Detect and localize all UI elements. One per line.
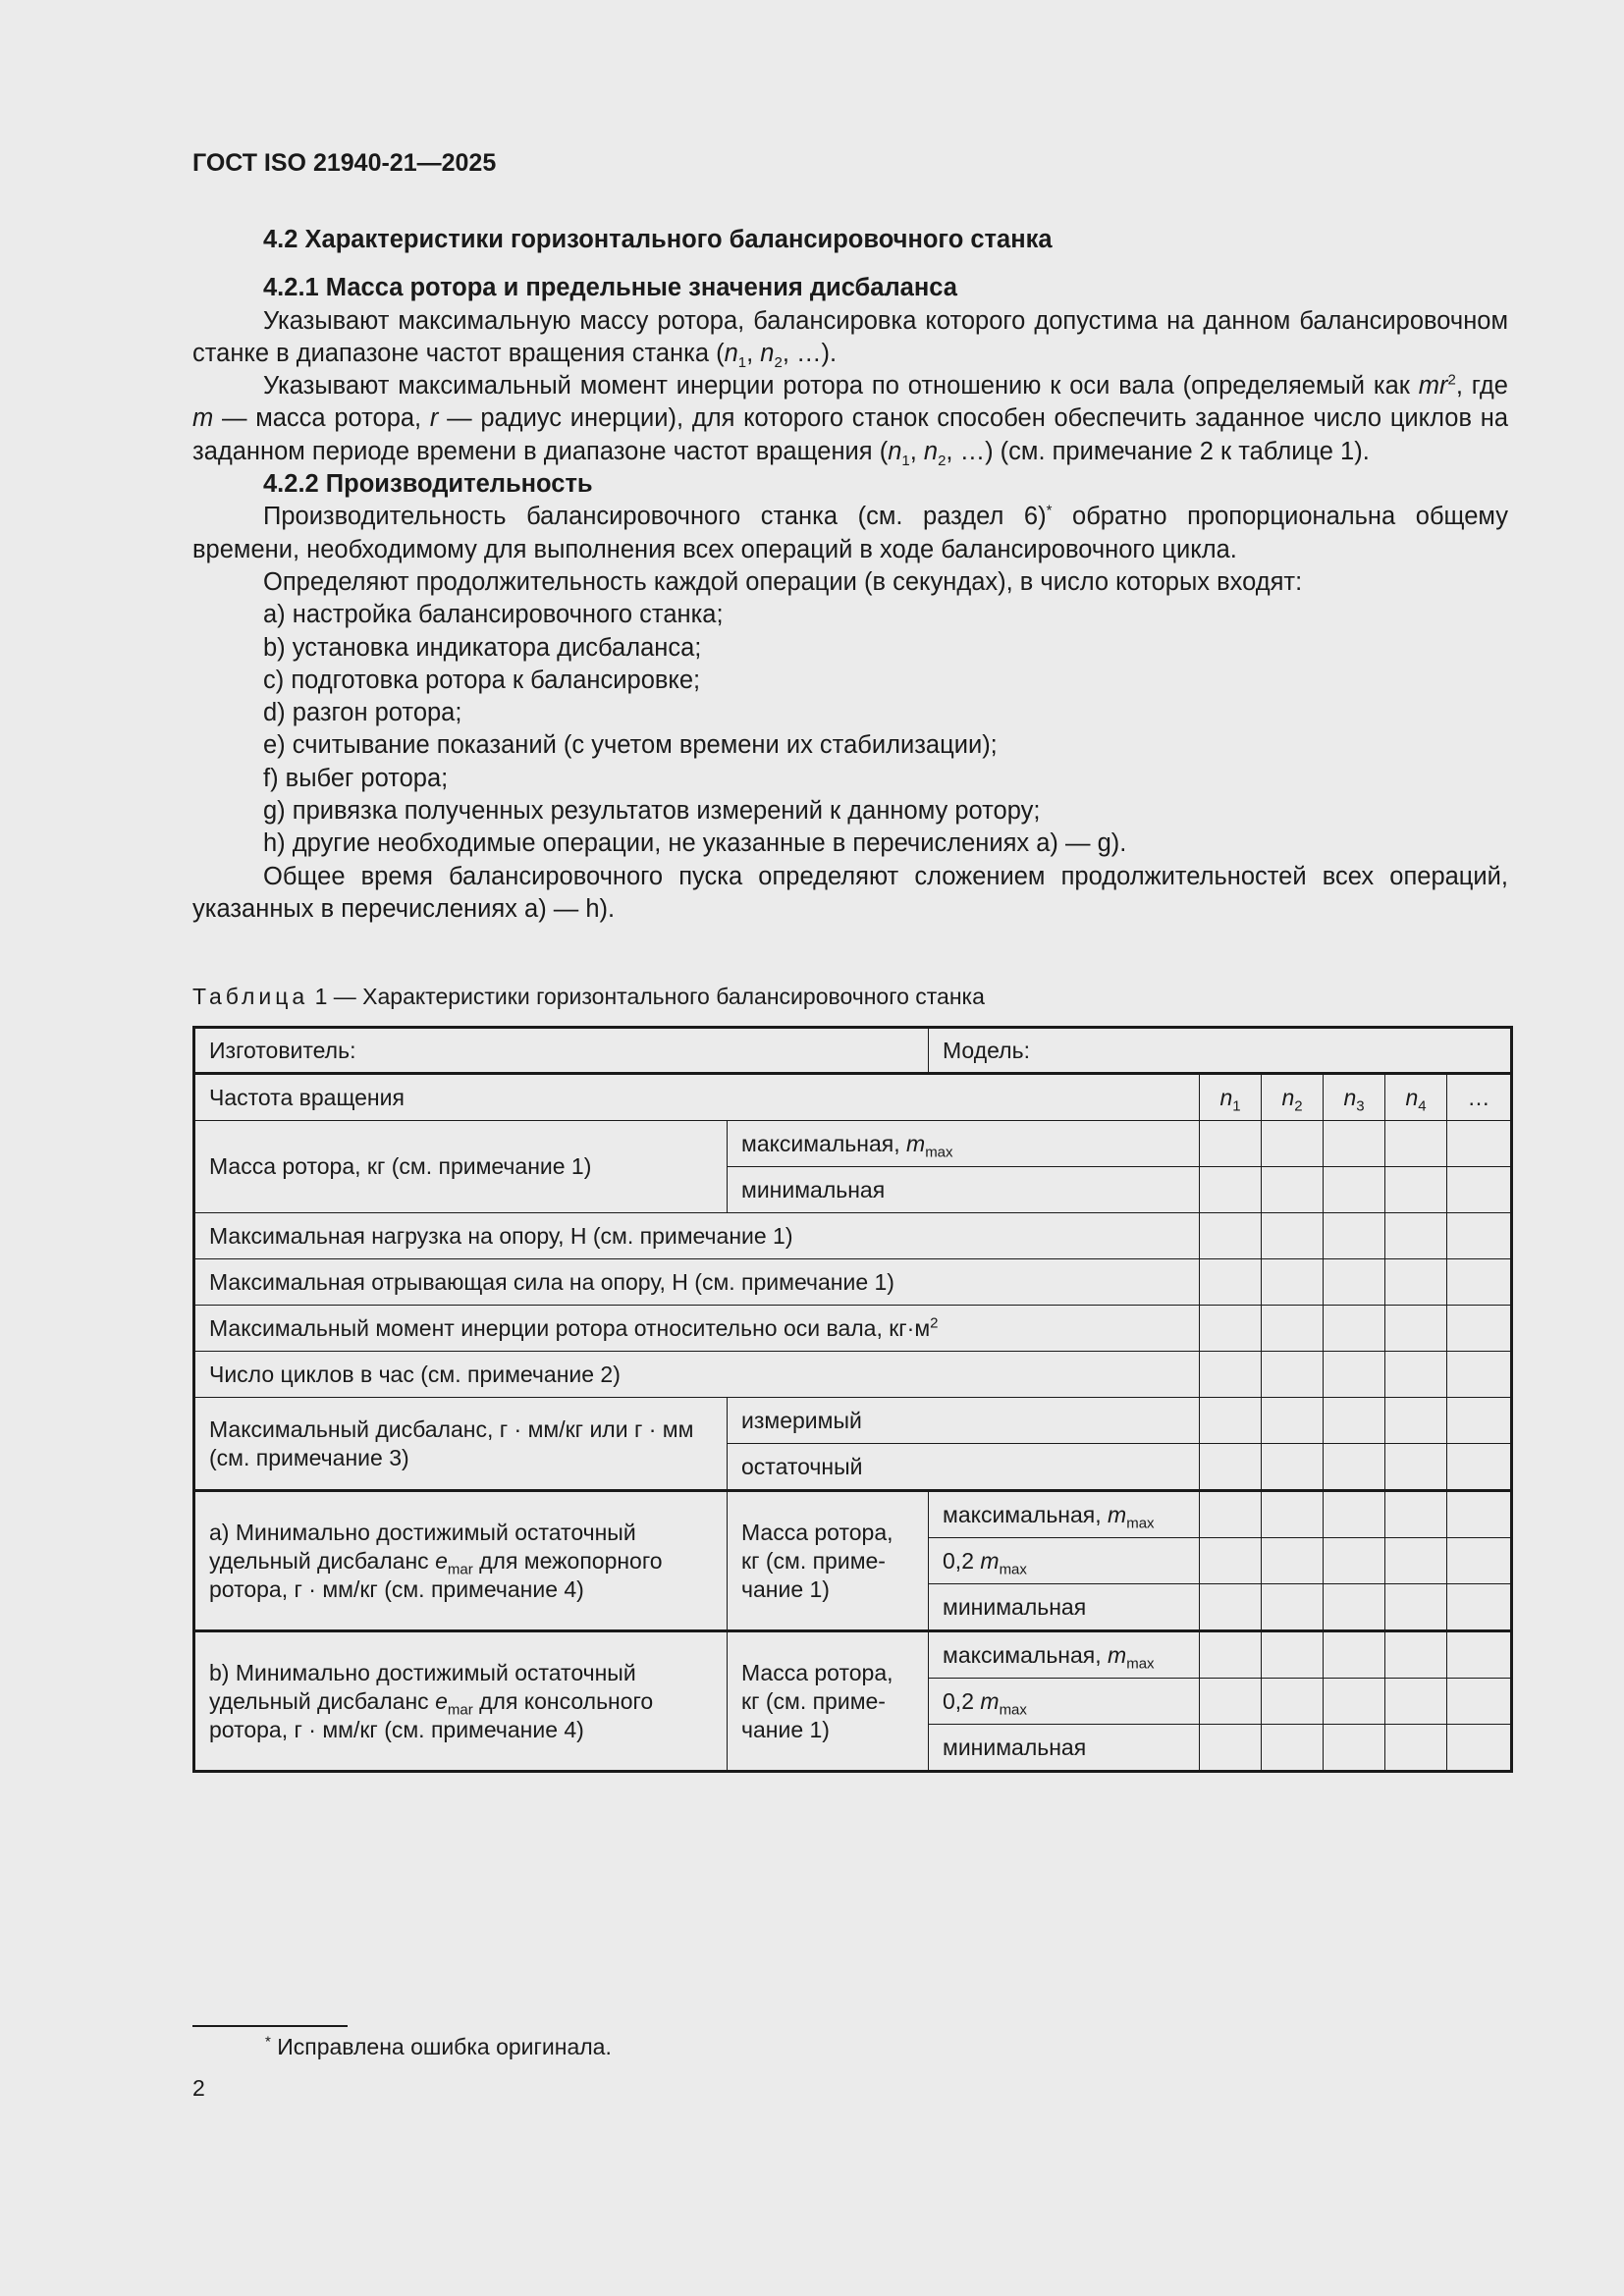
footnote: * Исправлена ошибка оригинала. — [265, 2033, 612, 2059]
tearoff-force-label: Максимальная отрывающая сила на опору, Н (см. примечание 1) — [194, 1259, 1200, 1306]
value-cell — [1447, 1213, 1512, 1259]
value-cell — [1324, 1444, 1385, 1491]
value-cell — [1324, 1631, 1385, 1679]
standard-header: ГОСТ ISO 21940-21—2025 — [192, 149, 497, 177]
rotor-mass-ref-b: Масса ротора, кг (см. примечание 1) — [728, 1631, 929, 1772]
paragraph-max-inertia: Указывают максимальный момент инерции ротора по отношению к оси вала (определяемый как $mr^2$, где m — масса ротора, r — радиус инерции), для которого станок способен обеспечить заданное число циклов на заданном периоде времени в диапазоне частот вращения ($n_1$, $n_2$, …) (см. примечание 2 к таблице 1). — [192, 371, 1509, 469]
list-item: a) настройка балансировочного станка; — [263, 601, 724, 629]
value-cell — [1385, 1679, 1447, 1725]
min-mass-label: минимальная — [929, 1725, 1200, 1772]
residual-label: остаточный — [728, 1444, 1200, 1491]
min-mass-label: минимальная — [929, 1584, 1200, 1631]
value-cell — [1200, 1398, 1262, 1444]
cycles-label: Число циклов в час (см. примечание 2) — [194, 1352, 1200, 1398]
value-cell — [1385, 1121, 1447, 1167]
value-cell — [1324, 1121, 1385, 1167]
max-mass-label: максимальная, $m_{max}$ — [728, 1121, 1200, 1167]
table-row — [194, 1306, 1512, 1352]
value-cell — [1262, 1121, 1324, 1167]
value-cell — [1447, 1491, 1512, 1538]
inertia-label: Максимальный момент инерции ротора относительно оси вала, $кг\cdot м^2$ — [194, 1306, 1200, 1352]
paragraph-total-time: Общее время балансировочного пуска определяют сложением продолжительностей всех операций, указанных в перечислениях a) — h). — [192, 862, 1508, 923]
value-cell — [1200, 1444, 1262, 1491]
speed-n3: $n_3$ — [1324, 1074, 1385, 1121]
speed-more: … — [1447, 1074, 1512, 1121]
table-row — [194, 1259, 1512, 1306]
speed-n4: $n_4$ — [1385, 1074, 1447, 1121]
value-cell — [1447, 1538, 1512, 1584]
value-cell — [1200, 1631, 1262, 1679]
min-mass-label: минимальная — [728, 1167, 1200, 1213]
value-cell — [1200, 1213, 1262, 1259]
rotor-mass-ref-a: Масса ротора, кг (см. примечание 1) — [728, 1491, 929, 1631]
value-cell — [1262, 1679, 1324, 1725]
value-cell — [1200, 1584, 1262, 1631]
value-cell — [1324, 1491, 1385, 1538]
table-row — [194, 1352, 1512, 1398]
value-cell — [1385, 1306, 1447, 1352]
value-cell — [1324, 1352, 1385, 1398]
subsection-heading-4-2-2: 4.2.2 Производительность — [263, 470, 593, 499]
value-cell — [1200, 1259, 1262, 1306]
value-cell — [1447, 1444, 1512, 1491]
value-cell — [1447, 1259, 1512, 1306]
paragraph-max-mass: Указывают максимальную массу ротора, балансировка которого допустима на данном балансировочном станке в диапазоне частот вращения станка ($n_1$, $n_2$, …). — [192, 306, 1508, 371]
value-cell — [1447, 1584, 1512, 1631]
value-cell — [1262, 1631, 1324, 1679]
value-cell — [1447, 1398, 1512, 1444]
value-cell — [1200, 1725, 1262, 1772]
value-cell — [1385, 1444, 1447, 1491]
list-item: f) выбег ротора; — [263, 764, 449, 792]
value-cell — [1324, 1306, 1385, 1352]
subsection-heading-4-2-1: 4.2.1 Масса ротора и предельные значения дисбаланса — [263, 274, 957, 302]
value-cell — [1262, 1584, 1324, 1631]
value-cell — [1262, 1213, 1324, 1259]
value-cell — [1324, 1259, 1385, 1306]
table-row — [194, 1631, 1512, 1679]
list-item: h) другие необходимые операции, не указанные в перечислениях a) — g). — [263, 829, 1127, 858]
value-cell — [1385, 1584, 1447, 1631]
footnote-divider — [192, 2025, 348, 2027]
value-cell — [1447, 1725, 1512, 1772]
rotor-mass-label: Масса ротора, кг (см. примечание 1) — [194, 1121, 728, 1213]
characteristics-table — [192, 1026, 1513, 1773]
paragraph-productivity: Производительность балансировочного станка (см. раздел 6)* обратно пропорциональна общему времени, необходимому для выполнения всех операций в ходе балансировочного цикла. — [192, 502, 1509, 563]
bearing-load-label: Максимальная нагрузка на опору, Н (см. примечание 1) — [194, 1213, 1200, 1259]
list-item: c) подготовка ротора к балансировке; — [263, 666, 701, 694]
value-cell — [1200, 1121, 1262, 1167]
value-cell — [1262, 1259, 1324, 1306]
value-cell — [1385, 1398, 1447, 1444]
model-cell: Модель: — [929, 1028, 1512, 1074]
max-unbalance-label: Максимальный дисбаланс, г · мм/кг или г · мм (см. примечание 3) — [194, 1398, 728, 1491]
value-cell — [1385, 1213, 1447, 1259]
table-row — [194, 1028, 1512, 1074]
value-cell — [1262, 1491, 1324, 1538]
value-cell — [1385, 1631, 1447, 1679]
manufacturer-cell: Изготовитель: — [194, 1028, 929, 1074]
page-number: 2 — [192, 2075, 205, 2101]
table-row — [194, 1121, 1512, 1167]
value-cell — [1324, 1213, 1385, 1259]
max-mass-label: максимальная, $m_{max}$ — [929, 1491, 1200, 1538]
value-cell — [1262, 1538, 1324, 1584]
value-cell — [1385, 1352, 1447, 1398]
paragraph-operations-intro: Определяют продолжительность каждой операции (в секундах), в число которых входят: — [263, 567, 1303, 596]
value-cell — [1200, 1306, 1262, 1352]
value-cell — [1324, 1538, 1385, 1584]
value-cell — [1262, 1306, 1324, 1352]
value-cell — [1324, 1725, 1385, 1772]
value-cell — [1385, 1725, 1447, 1772]
table-row — [194, 1491, 1512, 1538]
value-cell — [1200, 1352, 1262, 1398]
interbearing-unbalance-label: a) Минимально достижимый остаточный удельный дисбаланс $e_{mar}$ для межопорного ротора, г · мм/кг (см. примечание 4) — [194, 1491, 728, 1631]
value-cell — [1447, 1121, 1512, 1167]
table-row — [194, 1398, 1512, 1444]
value-cell — [1447, 1167, 1512, 1213]
value-cell — [1385, 1491, 1447, 1538]
value-cell — [1324, 1584, 1385, 1631]
value-cell — [1385, 1538, 1447, 1584]
overhung-unbalance-label: b) Минимально достижимый остаточный удельный дисбаланс $e_{mar}$ для консольного ротора, г · мм/кг (см. примечание 4) — [194, 1631, 728, 1772]
value-cell — [1447, 1631, 1512, 1679]
value-cell — [1262, 1352, 1324, 1398]
list-item: e) считывание показаний (с учетом времени их стабилизации); — [263, 731, 998, 760]
value-cell — [1447, 1679, 1512, 1725]
value-cell — [1200, 1679, 1262, 1725]
value-cell — [1385, 1259, 1447, 1306]
value-cell — [1200, 1167, 1262, 1213]
measurable-label: измеримый — [728, 1398, 1200, 1444]
table-row — [194, 1074, 1512, 1121]
value-cell — [1200, 1491, 1262, 1538]
value-cell — [1447, 1352, 1512, 1398]
zero-two-mmax-label: 0,2 $m_{max}$ — [929, 1679, 1200, 1725]
section-heading: 4.2 Характеристики горизонтального балансировочного станка — [263, 226, 1053, 253]
value-cell — [1324, 1167, 1385, 1213]
value-cell — [1324, 1679, 1385, 1725]
list-item: d) разгон ротора; — [263, 699, 462, 727]
list-item: b) установка индикатора дисбаланса; — [263, 633, 702, 662]
max-mass-label: максимальная, $m_{max}$ — [929, 1631, 1200, 1679]
speed-n2: $n_2$ — [1262, 1074, 1324, 1121]
zero-two-mmax-label: 0,2 $m_{max}$ — [929, 1538, 1200, 1584]
value-cell — [1262, 1444, 1324, 1491]
value-cell — [1385, 1167, 1447, 1213]
value-cell — [1324, 1398, 1385, 1444]
speed-label: Частота вращения — [194, 1074, 1200, 1121]
speed-n1: $n_1$ — [1200, 1074, 1262, 1121]
value-cell — [1262, 1398, 1324, 1444]
table-row — [194, 1213, 1512, 1259]
value-cell — [1262, 1725, 1324, 1772]
value-cell — [1447, 1306, 1512, 1352]
table-caption: Таблица 1 — Характеристики горизонтального балансировочного станка — [192, 984, 985, 1009]
value-cell — [1262, 1167, 1324, 1213]
value-cell — [1200, 1538, 1262, 1584]
list-item: g) привязка полученных результатов измерений к данному ротору; — [263, 797, 1041, 826]
body-text — [192, 224, 1508, 926]
